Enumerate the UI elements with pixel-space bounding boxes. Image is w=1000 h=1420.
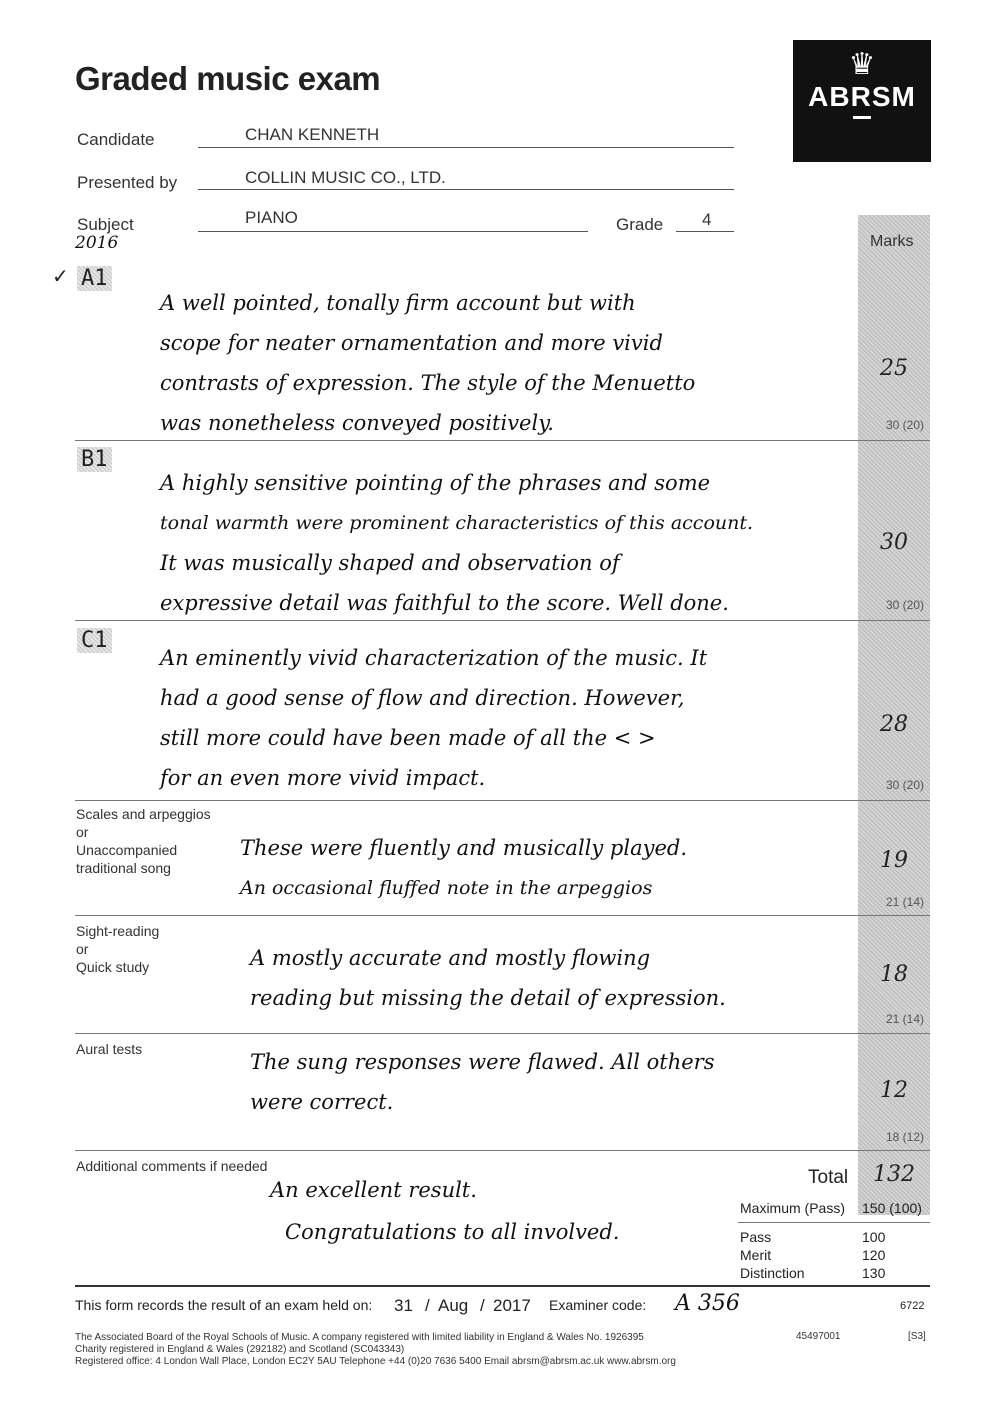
label-line: or: [76, 824, 89, 840]
total-mark: 132: [873, 1162, 915, 1187]
presented-by-label: Presented by: [77, 173, 178, 192]
grade-line: [676, 231, 734, 232]
logo-bar: [853, 116, 871, 119]
comment-line: expressive detail was faithful to the score. Well done.: [160, 591, 729, 615]
presented-by-line: [198, 189, 734, 190]
section-c1-mark: 28: [880, 712, 908, 737]
divider: [75, 620, 930, 621]
sight-reading-mark: 18: [880, 962, 908, 987]
examiner-code: A 356: [675, 1291, 740, 1316]
subject-label: Subject: [77, 215, 134, 234]
label-line: Quick study: [76, 959, 150, 975]
additional-comment-line: An excellent result.: [270, 1178, 477, 1202]
section-b1-label: B1: [77, 447, 112, 472]
footer-line: The Associated Board of the Royal Schools of Music. A company registered with limited liability in England & Wales No. 1926395: [75, 1332, 644, 1343]
pass-value: 100: [862, 1229, 886, 1245]
merit-value: 120: [862, 1247, 886, 1263]
sight-reading-label: [76, 922, 159, 976]
section-c1-comments: [160, 638, 707, 798]
date-sep: /: [480, 1296, 485, 1315]
section-a1-mark: 25: [880, 356, 908, 381]
comment-line: An eminently vivid characterization of the music. It: [160, 646, 708, 670]
section-b1-mark: 30: [880, 530, 908, 555]
divider: [75, 1033, 930, 1034]
aural-tests-label: Aural tests: [76, 1041, 143, 1057]
maximum-label: Maximum (Pass): [740, 1200, 846, 1216]
comment-line: A well pointed, tonally firm account but with: [160, 291, 636, 315]
marks-header: Marks: [870, 233, 914, 250]
logo-text: ABRSM: [808, 81, 916, 112]
merit-label: Merit: [740, 1247, 772, 1263]
divider: [75, 1285, 930, 1287]
label-line: Scales and arpeggios: [76, 806, 211, 822]
comment-line: had a good sense of flow and direction. However,: [160, 686, 685, 710]
scales-max: 21 (14): [885, 895, 924, 909]
aural-tests-comments: [250, 1042, 714, 1122]
presented-by-value: COLLIN MUSIC CO., LTD.: [245, 168, 446, 187]
sight-reading-comments: [250, 938, 726, 1018]
comment-line: scope for neater ornamentation and more vivid: [160, 331, 663, 355]
form-number: 6722: [900, 1300, 925, 1312]
comment-line: still more could have been made of all the < >: [160, 726, 656, 750]
comment-line: was nonetheless conveyed positively.: [160, 411, 554, 435]
total-label: Total: [808, 1167, 849, 1188]
label-line: Unaccompanied: [76, 842, 178, 858]
year-handwritten: 2016: [75, 233, 119, 253]
crown-icon: ♛: [848, 48, 876, 81]
subject-line: [198, 231, 588, 232]
comment-line: A mostly accurate and mostly flowing: [250, 946, 651, 970]
comment-line: contrasts of expression. The style of the Menuetto: [160, 371, 696, 395]
section-b1-comments: [160, 463, 753, 623]
label-line: traditional song: [76, 860, 171, 876]
comment-line: An occasional fluffed note in the arpeggios: [240, 877, 653, 899]
comment-line: for an even more vivid impact.: [160, 766, 486, 790]
exam-month: Aug: [438, 1296, 469, 1315]
candidate-label: Candidate: [77, 130, 155, 149]
scales-label: [76, 805, 211, 877]
aural-tests-mark: 12: [880, 1078, 908, 1103]
additional-comments-label: Additional comments if needed: [76, 1158, 268, 1174]
section-a1-label: A1: [77, 266, 112, 291]
aural-tests-max: 18 (12): [885, 1130, 924, 1144]
scales-comments: [240, 828, 687, 908]
footer-page: [S3]: [908, 1331, 926, 1342]
divider: [75, 440, 930, 441]
footer-code: 45497001: [796, 1331, 841, 1342]
footer-line: Charity registered in England & Wales (292182) and Scotland (SC043343): [75, 1344, 405, 1355]
grade-value: 4: [702, 210, 712, 229]
record-text: This form records the result of an exam held on:: [75, 1297, 373, 1313]
distinction-value: 130: [862, 1265, 886, 1281]
label-line: or: [76, 941, 89, 957]
divider: [75, 800, 930, 801]
comment-line: These were fluently and musically played.: [240, 836, 687, 860]
check-mark: ✓: [52, 266, 69, 288]
comment-line: were correct.: [250, 1090, 394, 1114]
grade-label: Grade: [616, 215, 664, 234]
section-c1-max: 30 (20): [885, 778, 924, 792]
sight-reading-max: 21 (14): [885, 1012, 924, 1026]
examiner-label: Examiner code:: [549, 1297, 647, 1313]
comment-line: tonal warmth were prominent characteristics of this account.: [160, 512, 754, 534]
pass-label: Pass: [740, 1229, 772, 1245]
section-c1-label: C1: [77, 628, 112, 653]
exam-year: 2017: [493, 1296, 531, 1315]
comment-line: reading but missing the detail of expression.: [250, 986, 726, 1010]
section-b1-max: 30 (20): [885, 598, 924, 612]
footer-line: Registered office: 4 London Wall Place, London EC2Y 5AU Telephone +44 (0)20 7636 5400 Email abrsm@abrsm.ac.uk www.abrsm.org: [75, 1356, 676, 1367]
footer-text: [75, 1332, 676, 1368]
distinction-label: Distinction: [740, 1265, 805, 1281]
abrsm-logo: [793, 40, 931, 162]
comment-line: A highly sensitive pointing of the phrases and some: [160, 471, 711, 495]
divider: [738, 1222, 930, 1223]
thresholds-labels: [740, 1228, 805, 1282]
scales-mark: 19: [880, 848, 908, 873]
comment-line: It was musically shaped and observation of: [160, 551, 620, 575]
section-a1-max: 30 (20): [885, 418, 924, 432]
maximum-value: 150 (100): [862, 1200, 922, 1216]
exam-day: 31: [394, 1296, 413, 1315]
divider: [75, 915, 930, 916]
page-title: Graded music exam: [75, 60, 381, 97]
candidate-line: [198, 147, 734, 148]
additional-comment-line: Congratulations to all involved.: [285, 1220, 620, 1244]
thresholds-values: [862, 1228, 885, 1282]
divider: [75, 1150, 930, 1151]
candidate-name: CHAN KENNETH: [245, 125, 380, 144]
subject-value: PIANO: [245, 208, 298, 227]
label-line: Sight-reading: [76, 923, 160, 939]
section-a1-comments: [160, 283, 695, 443]
date-sep: /: [425, 1296, 430, 1315]
comment-line: The sung responses were flawed. All others: [250, 1050, 715, 1074]
